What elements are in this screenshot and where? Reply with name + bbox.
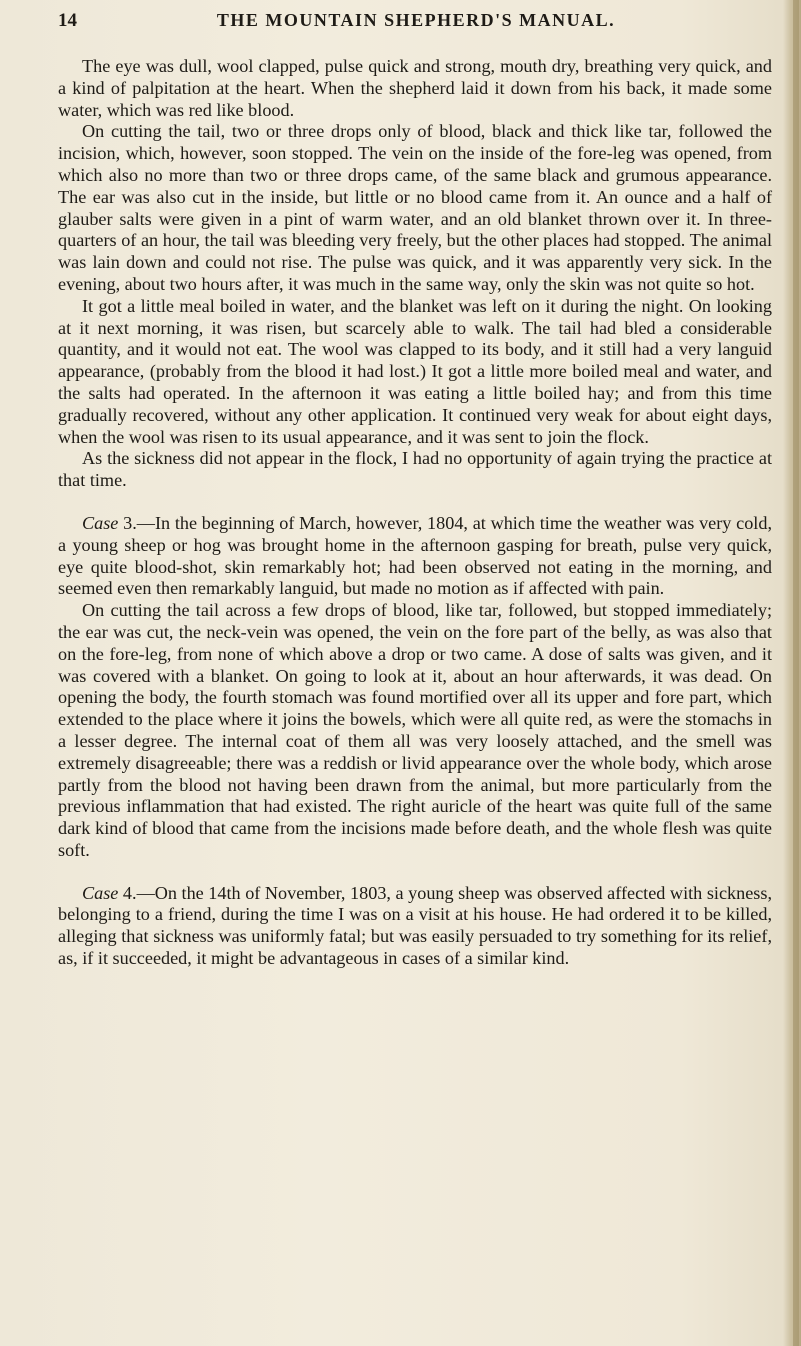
case-label: Case <box>82 512 119 533</box>
case-paragraph: Case 4.—On the 14th of November, 1803, a young sheep was observed affected with sickness, belonging to a friend, during the time I was on a visit at his house. He had ordered it to be killed, alleging that sickness was uniformly fatal; but was easily persuaded to try something for its relief, as, if it succeeded, it might be advantageous in cases of a similar kind. <box>58 882 772 969</box>
section-gap <box>58 862 772 883</box>
paragraph: On cutting the tail across a few drops of blood, like tar, followed, but stopped immediately; the ear was cut, the neck-vein was opened, the vein on the fore part of the belly, as was also that on the fore-leg, from none of which above a drop or two came. A dose of salts was given, and it was covered with a blanket. On going to look at it, about an hour afterwards, it was dead. On opening the body, the fourth stomach was found mortified over all its upper and fore part, which extended to the place where it joins the bowels, which were all quite red, as were the stomachs in a lesser degree. The internal coat of them all was very loosely attached, and the smell was extremely disagreeable; there was a reddish or livid appearance over the whole body, which arose partly from the blood not having been drawn from the animal, but more particularly from the previous inflammation that had existed. The right auricle of the heart was quite full of the same dark kind of blood that came from the incisions made before death, and the whole flesh was quite soft. <box>58 600 772 860</box>
paragraph: It got a little meal boiled in water, and the blanket was left on it during the night. On looking at it next morning, it was risen, but scarcely able to walk. The tail had bled a considerable quantity, and it would not eat. The wool was clapped to its body, and it still had a very languid appearance, (probably from the blood it had lost.) It got a little more boiled meal and water, and the salts had operated. In the afternoon it was eating a little boiled hay; and from this time gradually recovered, without any other application. It continued very weak for about eight days, when the wool was risen to its usual appearance, and it was sent to join the flock. <box>58 295 772 447</box>
running-title: THE MOUNTAIN SHEPHERD'S MANUAL. <box>216 10 616 30</box>
paragraph: On cutting the tail, two or three drops only of blood, black and thick like tar, followed the incision, which, however, soon stopped. The vein on the inside of the fore-leg was opened, from which also no more than two or three drops came, of the same black and grumous appearance. The ear was also cut in the inside, but little or no blood came from it. An ounce and a half of glauber salts were given in a pint of warm water, and an old blanket thrown over it. In three-quarters of an hour, the tail was bleeding very freely, but the other places had stopped. The animal was lain down and could not rise. The pulse was quick, and it was apparently very sick. In the evening, about two hours after, it was much in the same way, only the skin was not quite so hot. <box>58 121 772 294</box>
body-text <box>58 56 772 970</box>
page-number: 14 <box>58 10 77 31</box>
paragraph: The eye was dull, wool clapped, pulse quick and strong, mouth dry, breathing very quick, and a kind of palpitation at the heart. When the shepherd laid it down from his back, it made some water, which was red like blood. <box>58 56 772 120</box>
page-header <box>58 6 774 36</box>
case-paragraph: Case 3.—In the beginning of March, however, 1804, at which time the weather was very cold, a young sheep or hog was brought home in the afternoon gasping for breath, pulse very quick, eye quite blood-shot, skin remarkably hot; had been observed not eating in the morning, and seemed even then remarkably languid, but made no motion as if affected with pain. <box>58 512 772 599</box>
paragraph: As the sickness did not appear in the flock, I had no opportunity of again trying the practice at that time. <box>58 448 772 491</box>
section-gap <box>58 492 772 513</box>
case-label: Case <box>82 882 119 903</box>
binding-edge <box>793 0 799 1346</box>
